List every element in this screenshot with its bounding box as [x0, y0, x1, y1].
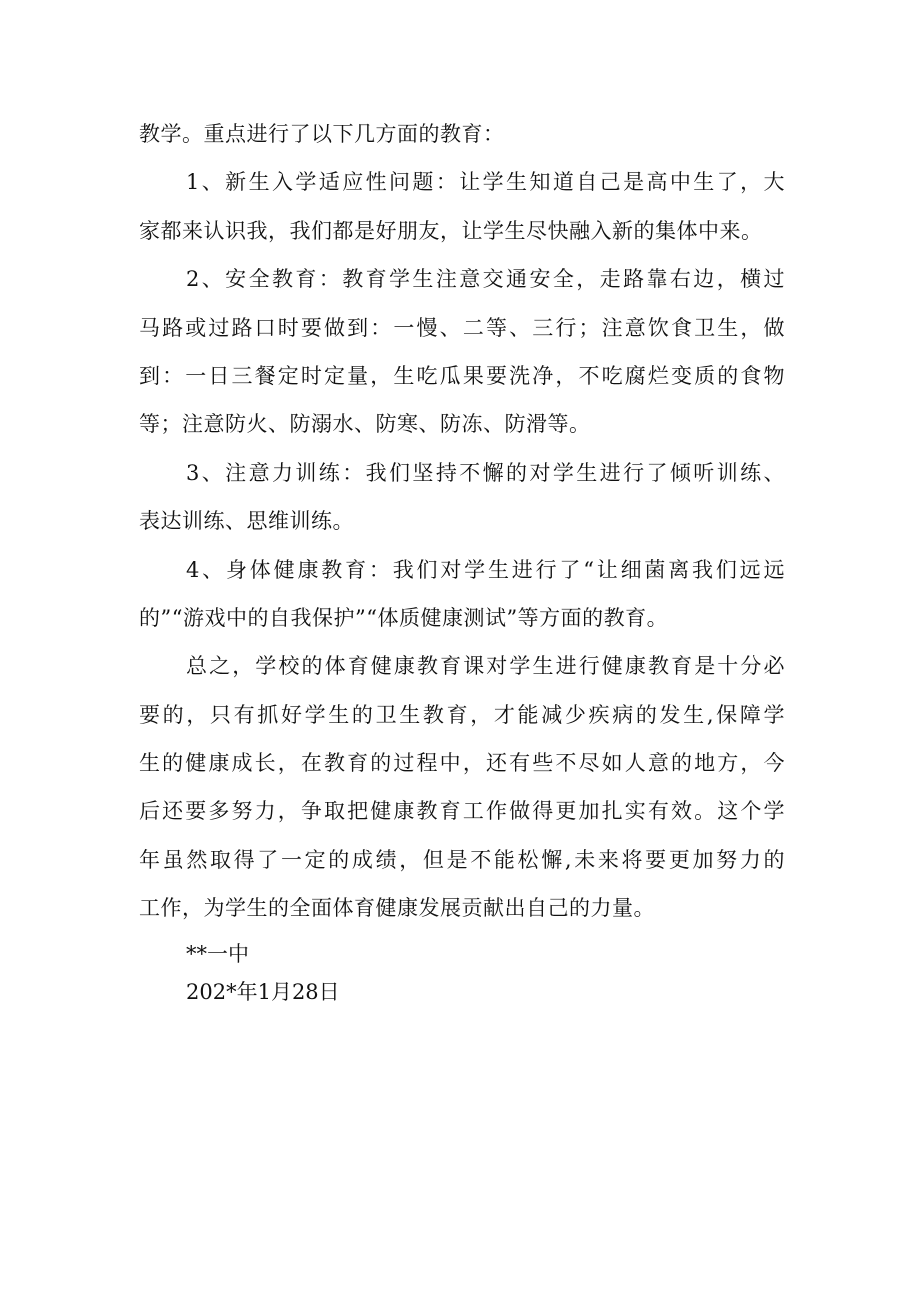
paragraph-summary-line: 生的健康成长，在教育的过程中，还有些不尽如人意的地方，今 [139, 751, 785, 776]
document-page [139, 110, 785, 1011]
signature-block [139, 935, 785, 1011]
paragraph-item-2-line: 到：一日三餐定时定量，生吃瓜果要洗净，不吃腐烂变质的食物 [139, 363, 785, 388]
paragraph-summary-line: 要的，只有抓好学生的卫生教育，才能减少疾病的发生,保障学 [139, 702, 785, 727]
paragraph-summary-line: 后还要多努力，争取把健康教育工作做得更加扎实有效。这个学 [139, 799, 785, 824]
paragraph-item-2-line: 马路或过路口时要做到：一慢、二等、三行；注意饮食卫生，做 [139, 315, 785, 340]
paragraph-item-3-line: 表达训练、思维训练。 [139, 509, 354, 534]
paragraph-intro-line: 教学。重点进行了以下几方面的教育： [139, 122, 505, 146]
paragraph-item-3-line: 3、注意力训练：我们坚持不懈的对学生进行了倾听训练、 [186, 460, 785, 485]
paragraph-summary-line: 总之，学校的体育健康教育课对学生进行健康教育是十分必 [186, 654, 785, 679]
paragraph-item-4-line: 的”“游戏中的自我保护”“体质健康测试”等方面的教育。 [139, 605, 669, 630]
signature-school: **一中 [186, 941, 249, 966]
signature-date: 202*年1月28日 [186, 979, 340, 1004]
paragraph-summary-line: 年虽然取得了一定的成绩，但是不能松懈,未来将要更加努力的 [139, 847, 785, 872]
paragraph-item-4-line: 4、身体健康教育：我们对学生进行了“让细菌离我们远远 [186, 557, 785, 582]
paragraph-item-2-line: 等；注意防火、防溺水、防寒、防冻、防滑等。 [139, 412, 591, 437]
paragraph-item-1-line: 家都来认识我，我们都是好朋友，让学生尽快融入新的集体中来。 [139, 218, 763, 243]
paragraph-item-1-line: 1、新生入学适应性问题：让学生知道自己是高中生了，大 [186, 170, 785, 195]
paragraph-item-2-line: 2、安全教育：教育学生注意交通安全，走路靠右边，横过 [186, 267, 785, 292]
paragraph-summary-line: 工作，为学生的全面体育健康发展贡献出自己的力量。 [139, 896, 655, 921]
